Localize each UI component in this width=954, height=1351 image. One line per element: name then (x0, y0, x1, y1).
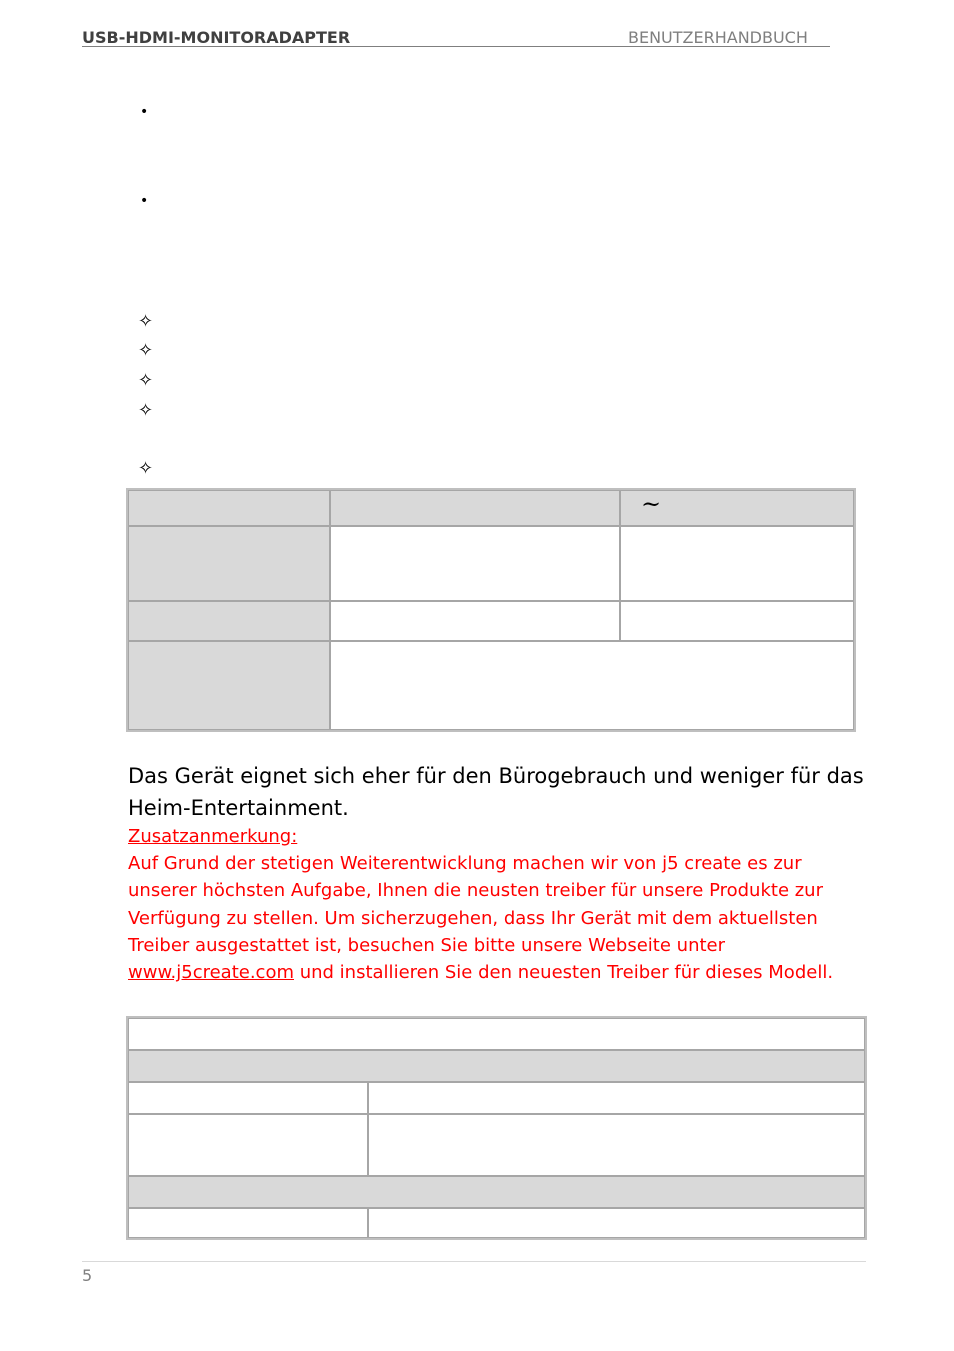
table-cell (128, 526, 330, 601)
table-cell (128, 1114, 368, 1176)
body-paragraph: Das Gerät eignet sich eher für den Bürogebrauch und weniger für das Heim-Entertainment. (128, 764, 864, 820)
table-cell (330, 526, 620, 601)
table-cell (128, 641, 330, 730)
header-rule (82, 46, 830, 47)
star-icon: ✧ (138, 311, 154, 332)
table-cell (330, 641, 854, 730)
table-cell (620, 601, 854, 641)
header-manual-title: BENUTZERHANDBUCH (628, 28, 808, 47)
page-number: 5 (82, 1266, 93, 1285)
table-cell (620, 526, 854, 601)
table-cell (128, 490, 330, 526)
table-cell (128, 1018, 865, 1050)
table-cell (330, 601, 620, 641)
table-cell (128, 601, 330, 641)
star-icon: ✧ (138, 458, 154, 479)
note-text-end: und installieren Sie den neuesten Treiber für dieses Modell. (294, 962, 834, 984)
spec-table (126, 488, 856, 732)
star-icon: ✧ (138, 340, 154, 361)
note-title: Zusatzanmerkung: (128, 826, 298, 847)
table-cell (368, 1114, 865, 1176)
table-cell (330, 490, 620, 526)
table-cell (128, 1082, 368, 1114)
website-link[interactable]: www.j5create.com (128, 962, 294, 984)
note-body (128, 850, 868, 986)
table-cell (368, 1082, 865, 1114)
tilde-symbol: ~ (641, 490, 662, 518)
table-cell (128, 1176, 865, 1208)
footer-rule (82, 1261, 866, 1262)
table-cell (128, 1208, 368, 1238)
table-cell (128, 1050, 865, 1082)
table-cell (368, 1208, 865, 1238)
note-text: Auf Grund der stetigen Weiterentwicklung machen wir von j5 create es zur unserer höchsten Aufgabe, Ihnen die neusten treiber für unsere Produkte zur Verfügung zu stellen. Um sicherzugehen, dass Ihr Gerät mit dem aktuellsten Treiber ausgestattet ist, besuchen Sie bitte unsere Webseite unter (128, 853, 823, 956)
bullet-marker: • (140, 193, 149, 209)
bullet-marker: • (140, 104, 149, 120)
header-product-name: USB-HDMI-MONITORADAPTER (82, 28, 351, 47)
requirements-table (126, 1016, 867, 1240)
star-icon: ✧ (138, 370, 154, 391)
star-icon: ✧ (138, 400, 154, 421)
